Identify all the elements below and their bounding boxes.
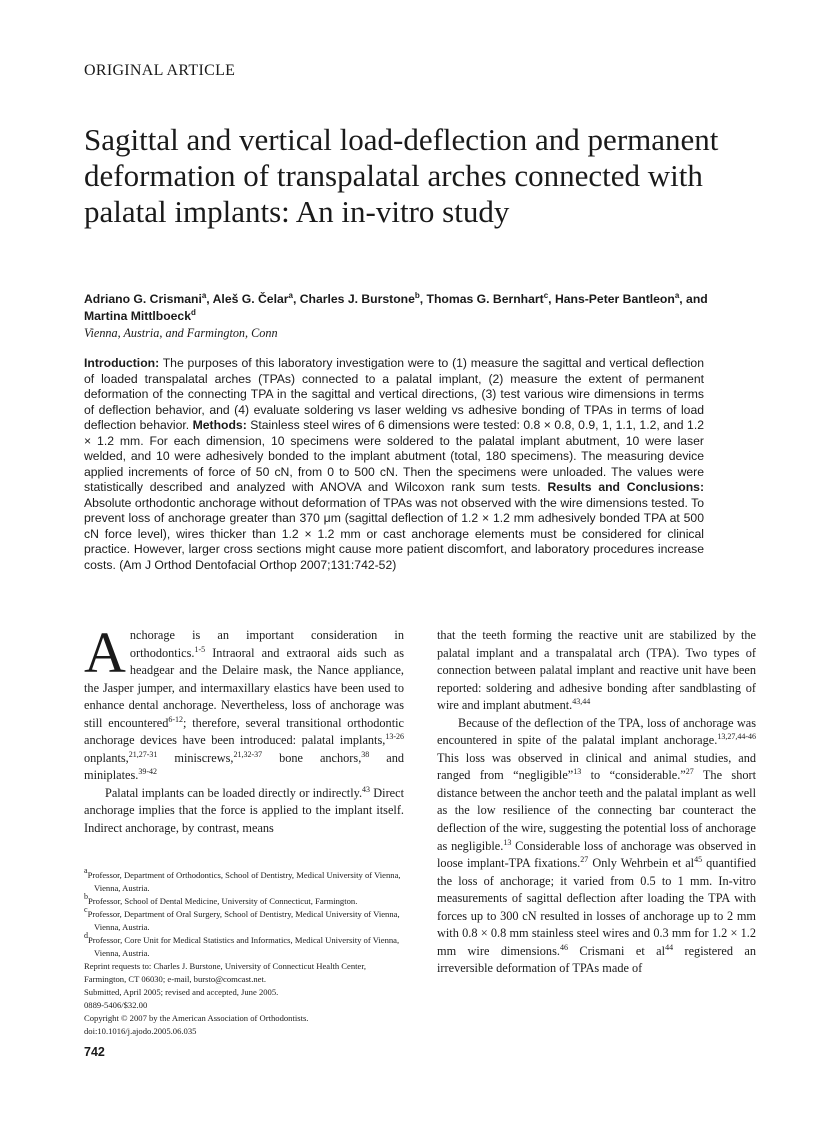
copyright-notice: Copyright © 2007 by the American Association of Orthodontists. xyxy=(84,1013,309,1023)
footnote xyxy=(84,866,406,895)
text-run: Intraoral and extraoral aids such as headgear and the Delaire mask, the Nance appliance, the Jasper jumper, and intermaxillary elastics have been used to enhance dental anchorage. Nevertheless, loss of anchorage was still encountered xyxy=(84,645,404,730)
citation-ref: 13,27,44-46 xyxy=(717,732,756,742)
text-run: to “considerable.” xyxy=(581,768,686,783)
footnote-mark: d xyxy=(84,931,88,940)
text-run: onplants, xyxy=(84,750,129,765)
body-paragraph xyxy=(84,620,404,785)
body-paragraph xyxy=(84,785,404,838)
body-paragraph xyxy=(437,627,756,715)
author-separator: , xyxy=(548,292,555,306)
citation-ref: 1-5 xyxy=(194,644,206,654)
text-run: Crismani et al xyxy=(567,943,666,958)
citation-ref: 46 xyxy=(559,942,568,952)
affiliation-mark: a xyxy=(674,291,680,300)
text-run: ; therefore, several transitional orthodontic anchorage devices have been introduced: palatal implants, xyxy=(84,715,404,748)
affiliation-mark: a xyxy=(201,291,207,300)
author-separator: , xyxy=(419,292,427,306)
footnote-text: Professor, Core Unit for Medical Statistics and Informatics, Medical University of Vienna, Vienna, Austria. xyxy=(88,935,400,958)
footnote xyxy=(84,931,406,960)
footnote xyxy=(84,905,406,934)
footnote-mark: a xyxy=(84,866,88,875)
text-run: This loss was observed in clinical and animal studies, and ranged from “negligible” xyxy=(437,750,756,783)
section-label: ORIGINAL ARTICLE xyxy=(84,62,236,79)
abstract xyxy=(84,356,704,573)
text-run: Only Wehrbein et al xyxy=(588,856,695,871)
doi: doi:10.1016/j.ajodo.2005.06.035 xyxy=(84,1026,197,1036)
body-column-left xyxy=(84,620,404,838)
text-run: bone anchors, xyxy=(262,750,362,765)
text-run: Direct anchorage implies that the force is applied to the implant itself. Indirect anchorage, by contrast, means xyxy=(84,785,404,836)
article-title: Sagittal and vertical load-deflection and permanent deformation of transpalatal arches connected with palatal implants: An in-vitro study xyxy=(84,122,719,229)
citation-ref: 21,32-37 xyxy=(233,749,263,759)
author-list xyxy=(84,291,744,325)
citation-ref: 43,44 xyxy=(572,697,591,707)
affiliation-mark: d xyxy=(191,308,196,317)
text-run: Palatal implants can be loaded directly or indirectly. xyxy=(105,785,363,800)
text-run: that the teeth forming the reactive unit are stabilized by the palatal implant and a transpalatal arch (TPA). Two types of connection between palatal implant and reactive unit have been reported: soldering and adhesive bonding after sandblasting of wire and implant abutment. xyxy=(437,628,756,713)
text-run: Considerable loss of anchorage was observed in loose implant-TPA fixations. xyxy=(437,838,756,871)
abstract-intro-label: Introduction: xyxy=(84,356,160,370)
citation-ref: 44 xyxy=(665,942,674,952)
author-separator: , xyxy=(292,292,300,306)
citation-ref: 27 xyxy=(580,855,589,865)
text-run: and miniplates. xyxy=(84,750,404,783)
author-name: and Martina Mittlboeck xyxy=(84,292,708,323)
author-name: Hans-Peter Bantleon xyxy=(554,292,675,306)
footnote-text: Professor, School of Dental Medicine, University of Connecticut, Farmington. xyxy=(88,896,358,906)
citation-ref: 43 xyxy=(362,784,371,794)
author-name: Thomas G. Bernhart xyxy=(426,292,544,306)
footnote-text: Professor, Department of Oral Surgery, School of Dentistry, Medical University of Vienna, Vienna, Austria. xyxy=(87,909,400,932)
text-run: nchorage is an important consideration in orthodontics. xyxy=(129,628,404,660)
author-name: Aleš G. Čelar xyxy=(212,292,289,306)
text-run: Because of the deflection of the TPA, loss of anchorage was encountered in spite of the palatal implant anchorage. xyxy=(437,715,756,748)
author-separator: , xyxy=(206,292,213,306)
citation-ref: 6-12 xyxy=(168,714,184,724)
footnote xyxy=(84,892,406,908)
author-name: Adriano G. Crismani xyxy=(84,292,202,306)
citation-ref: 13 xyxy=(573,767,582,777)
footnote-mark: c xyxy=(84,905,88,914)
abstract-intro-text: The purposes of this laboratory investigation were to (1) measure the sagittal and vertical deflection of loaded transpalatal arches (TPAs) connected to a palatal implant, (2) measure the extent of permanent deformation of the connecting TPA in the sagittal and vertical directions, (3) test various wire dimensions in terms of deflection behavior, and (4) evaluate soldering vs laser welding vs adhesive bonding of TPAs in terms of load deflection behavior. xyxy=(84,356,704,432)
citation-ref: 39-42 xyxy=(138,767,157,777)
affiliation-mark: b xyxy=(414,291,420,300)
affiliation-line: Vienna, Austria, and Farmington, Conn xyxy=(84,326,278,340)
affiliation-mark: c xyxy=(543,291,549,300)
body-paragraph xyxy=(437,715,756,978)
page-number: 742 xyxy=(84,1045,105,1059)
citation-ref: 45 xyxy=(694,855,703,865)
citation-ref: 38 xyxy=(361,749,370,759)
footnotes xyxy=(84,866,406,1038)
author-separator: , xyxy=(679,292,687,306)
text-run: The short distance between the anchor teeth and the palatal implant as well as the low resilience of the connecting bar counteract the deflection of the wire, suggesting the potential loss of anchorage as negligible. xyxy=(437,768,757,853)
submission-dates: Submitted, April 2005; revised and accepted, June 2005. xyxy=(84,987,279,997)
paragraph-runs xyxy=(84,620,404,783)
text-run: quantified the loss of anchorage; it varied from 0.5 to 1 mm. In-vitro measurements of sagittal deflection after loading the TPA with forces up to 300 cN resulted in losses of anchorage up to 2 mm with 0.8 × 0.8 mm stainless steel wires and 0.3 mm for 1.2 × 1.2 mm wire dimensions. xyxy=(437,856,756,958)
issn-price: 0889-5406/$32.00 xyxy=(84,1000,148,1010)
drop-cap: A xyxy=(84,620,126,685)
body-column-right xyxy=(437,627,756,978)
affiliation-mark: a xyxy=(288,291,293,300)
abstract-results-label: Results and Conclusions: xyxy=(547,480,704,494)
reprint-requests: Reprint requests to: Charles J. Burstone, University of Connecticut Health Center, Farmington, CT 06030; e-mail, bursto@comcast.net. xyxy=(84,961,366,984)
text-run: miniscrews, xyxy=(157,750,234,765)
abstract-results-text: Absolute orthodontic anchorage without deformation of TPAs was not observed with the wire dimensions tested. To prevent loss of anchorage greater than 370 μm (sagittal deflection of 1.2 × 1.2 mm adhesively bonded TPA at 500 cN force level), wires thicker than 1.2 × 1.2 mm or cast anchorage elements must be considered for clinical practice. However, larger cross sections might cause more patient discomfort, and laboratory procedures increase costs. (Am J Orthod Dentofacial Orthop 2007;131:742-52) xyxy=(84,495,704,572)
footnote-text: Professor, Department of Orthodontics, School of Dentistry, Medical University of Vienna, Vienna, Austria. xyxy=(87,870,401,893)
abstract-methods-text: Stainless steel wires of 6 dimensions were tested: 0.8 × 0.8, 0.9, 1, 1.1, 1.2, and 1.2 × 1.2 mm. For each dimension, 10 specimens were soldered to the palatal implant abutment, 10 were laser welded, and 10 were adhesively bonded to the implant abutment (total, 180 specimens). The measuring device applied increments of force of 50 cN, from 0 to 500 cN. Then the specimens were unloaded. The values were statistically described and analyzed with ANOVA and Wilcoxon rank sum tests. xyxy=(84,418,704,494)
author-name: Charles J. Burstone xyxy=(299,292,415,306)
citation-ref: 13 xyxy=(503,837,512,847)
citation-ref: 21,27-31 xyxy=(128,749,158,759)
citation-ref: 27 xyxy=(685,767,694,777)
citation-ref: 13-26 xyxy=(385,732,404,742)
abstract-methods-label: Methods: xyxy=(192,418,247,432)
footnote-mark: b xyxy=(84,892,88,901)
text-run: registered an irreversible deformation of TPAs made of xyxy=(437,943,757,976)
